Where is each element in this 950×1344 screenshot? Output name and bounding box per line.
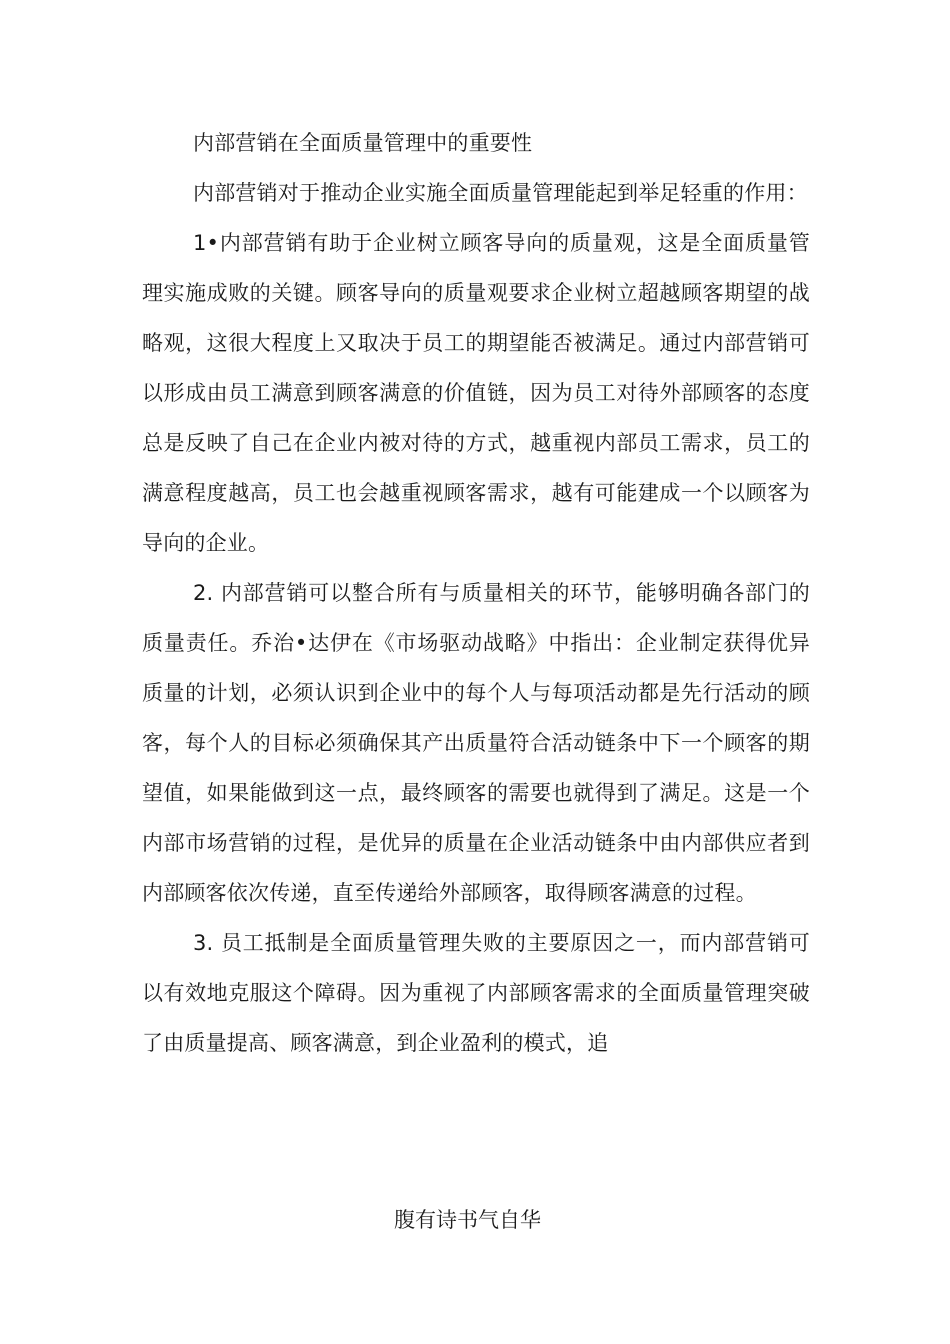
document-title: 内部营销在全面质量管理中的重要性 (193, 131, 533, 155)
page-footer: 腹有诗书气自华 (394, 1208, 541, 1232)
paragraph-point-2: 2. 内部营销可以整合所有与质量相关的环节，能够明确各部门的质量责任。乔治•达伊在《市场驱动战略》中指出：企业制定获得优异质量的计划，必须认识到企业中的每个人与每项活动都是先行活动的顾客，每个人的目标必须确保其产出质量符合活动链条中下一个顾客的期望值，如果能做到这一点，最终顾客的需要也就得到了满足。这是一个内部市场营销的过程，是优异的质量在企业活动链条中由内部供应者到内部顾客依次传递，直至传递给外部顾客，取得顾客满意的过程。 (142, 581, 810, 905)
paragraph-point-1: 1•内部营销有助于企业树立顾客导向的质量观，这是全面质量管理实施成败的关键。顾客导向的质量观要求企业树立超越顾客期望的战略观，这很大程度上又取决于员工的期望能否被满足。通过内部营销可以形成由员工满意到顾客满意的价值链，因为员工对待外部顾客的态度总是反映了自己在企业内被对待的方式，越重视内部员工需求，员工的满意程度越高，员工也会越重视顾客需求，越有可能建成一个以顾客为导向的企业。 (142, 231, 810, 555)
intro-paragraph: 内部营销对于推动企业实施全面质量管理能起到举足轻重的作用： (193, 181, 808, 205)
paragraph-point-3: 3. 员工抵制是全面质量管理失败的主要原因之一，而内部营销可以有效地克服这个障碍。因为重视了内部顾客需求的全面质量管理突破了由质量提高、顾客满意，到企业盈利的模式，追 (142, 931, 810, 1055)
document-body (142, 118, 810, 1068)
